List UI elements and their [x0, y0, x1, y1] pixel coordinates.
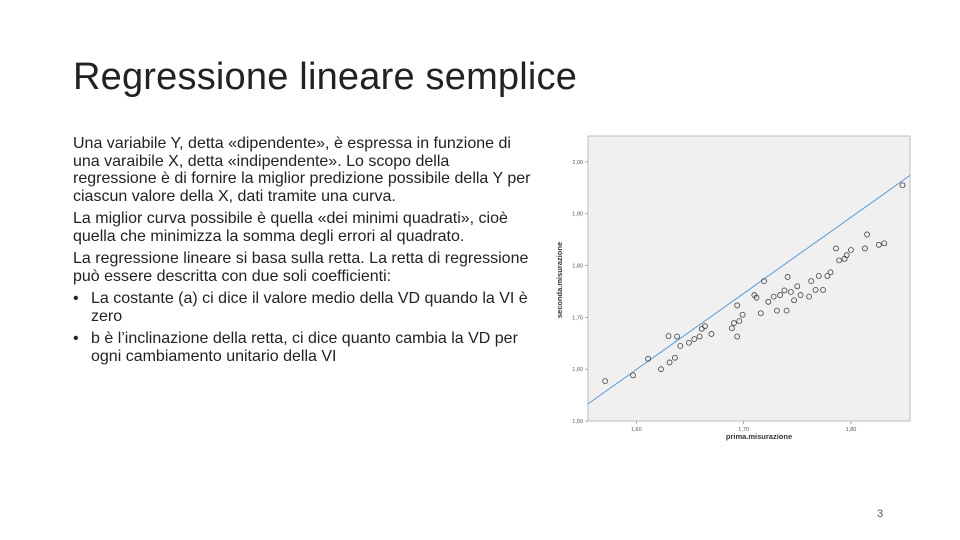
y-axis-label: seconda.misurazione [555, 241, 564, 319]
bullet-dot-icon: • [73, 330, 79, 347]
plot-area [588, 136, 910, 421]
paragraph-least-squares: La miglior curva possibile è quella «dei minimi quadrati», cioè quella che minimizza la somma degli errori al quadrato. [73, 210, 508, 245]
slide-body [73, 135, 533, 370]
y-axis [572, 160, 588, 425]
coefficient-list [73, 290, 533, 365]
bullet-intercept-text: La costante (a) ci dice il valore medio della VD quando la VI è zero [91, 290, 528, 325]
bullet-slope [73, 330, 533, 365]
slide-title: Regressione lineare semplice [73, 56, 578, 98]
x-tick-label: 1,70 [738, 427, 749, 433]
paragraph-linear-regression: La regressione lineare si basa sulla retta. La retta di regressione può essere descritta con due soli coefficienti: [73, 250, 529, 285]
y-tick-label: 1,90 [572, 211, 583, 218]
y-tick-label: 2,00 [572, 159, 583, 166]
x-axis-label: prima.misurazione [725, 432, 793, 441]
page-number: 3 [877, 508, 884, 520]
y-tick-label: 1,50 [572, 419, 583, 425]
y-tick-label: 1,70 [572, 315, 583, 322]
bullet-dot-icon: • [73, 290, 79, 307]
y-tick-label: 1,80 [572, 263, 583, 270]
bullet-intercept [73, 290, 533, 325]
y-tick-label: 1,60 [572, 367, 583, 374]
x-tick-label: 1,60 [630, 427, 642, 433]
paragraph-definition: Una variabile Y, detta «dipendente», è espressa in funzione di una varaibile X, detta «indipendente». Lo scopo della regressione è di fornire la miglior predizione possibile della Y per ciascun valore della X, dati tramite una curva. [73, 135, 531, 205]
bullet-slope-text: b è l’inclinazione della retta, ci dice quanto cambia la VD per ogni cambiamento unitario della VI [91, 330, 518, 365]
x-tick-label: 1,80 [845, 427, 857, 433]
scatter-plot [552, 133, 922, 453]
